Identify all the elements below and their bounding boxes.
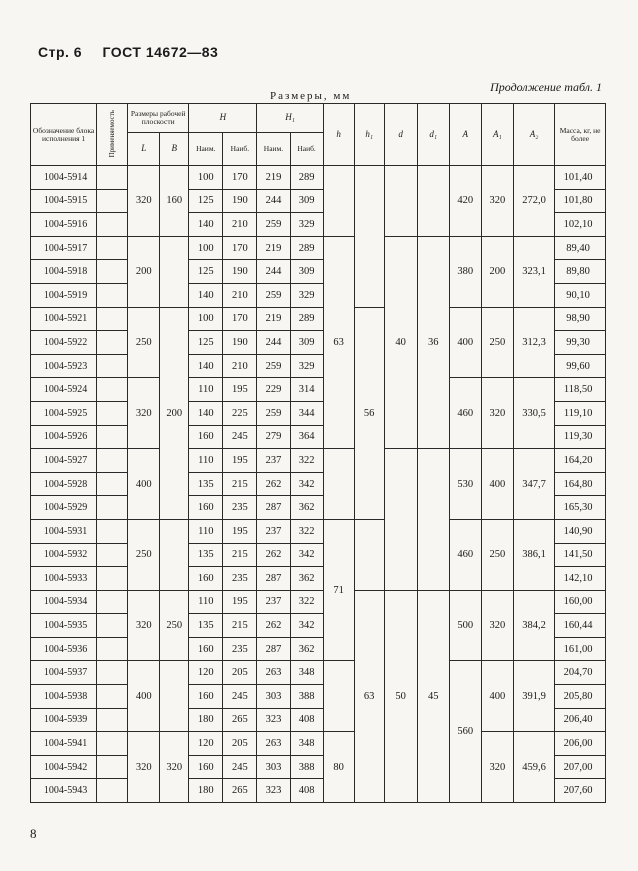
- A2-cell: 272,0: [513, 166, 554, 237]
- designation-cell: 1004-5916: [31, 213, 97, 237]
- h-cell: 71: [323, 519, 354, 661]
- dimensions-caption: Размеры, мм: [270, 90, 352, 102]
- designation-cell: 1004-5941: [31, 732, 97, 756]
- application-cell: [97, 472, 128, 496]
- application-cell: [97, 755, 128, 779]
- H-nom-cell: 125: [189, 189, 223, 213]
- col-A2: A₂: [513, 104, 554, 166]
- H-nom-cell: 125: [189, 260, 223, 284]
- L-cell: 400: [128, 661, 160, 732]
- A-cell: 530: [449, 449, 481, 520]
- specification-table: [30, 103, 606, 803]
- H1-max-cell: 329: [290, 283, 323, 307]
- designation-cell: 1004-5942: [31, 755, 97, 779]
- mass-cell: 206,00: [555, 732, 606, 756]
- H1-nom-cell: 303: [257, 755, 290, 779]
- H1-max-cell: 289: [290, 307, 323, 331]
- A1-cell: 200: [481, 236, 513, 307]
- application-cell: [97, 401, 128, 425]
- col-h: h: [323, 104, 354, 166]
- mass-cell: 160,00: [555, 590, 606, 614]
- H-nom-cell: 100: [189, 166, 223, 190]
- L-cell: 320: [128, 378, 160, 449]
- H-max-cell: 215: [223, 472, 257, 496]
- A2-cell: 391,9: [513, 661, 554, 732]
- H1-nom-cell: 263: [257, 732, 290, 756]
- d-cell: 40: [384, 236, 417, 448]
- H1-max-cell: 362: [290, 637, 323, 661]
- col-H1-nom: Наим.: [257, 133, 290, 166]
- col-application: Применяемость: [97, 104, 128, 166]
- h1-cell: [354, 519, 384, 590]
- designation-cell: 1004-5928: [31, 472, 97, 496]
- application-cell: [97, 590, 128, 614]
- h1-cell: 56: [354, 307, 384, 519]
- designation-cell: 1004-5922: [31, 331, 97, 355]
- H1-max-cell: 329: [290, 213, 323, 237]
- H-max-cell: 265: [223, 708, 257, 732]
- H1-max-cell: 309: [290, 189, 323, 213]
- application-cell: [97, 425, 128, 449]
- H1-max-cell: 342: [290, 472, 323, 496]
- application-cell: [97, 354, 128, 378]
- application-cell: [97, 189, 128, 213]
- A-cell: 500: [449, 590, 481, 661]
- H-nom-cell: 140: [189, 401, 223, 425]
- H-max-cell: 170: [223, 236, 257, 260]
- designation-cell: 1004-5921: [31, 307, 97, 331]
- application-cell: [97, 213, 128, 237]
- designation-cell: 1004-5926: [31, 425, 97, 449]
- mass-cell: 165,30: [555, 496, 606, 520]
- designation-cell: 1004-5924: [31, 378, 97, 402]
- B-cell: 160: [160, 166, 189, 237]
- H-nom-cell: 135: [189, 543, 223, 567]
- H1-max-cell: 348: [290, 661, 323, 685]
- table-row: [31, 236, 606, 260]
- designation-cell: 1004-5935: [31, 614, 97, 638]
- H-max-cell: 195: [223, 519, 257, 543]
- H-nom-cell: 100: [189, 307, 223, 331]
- application-cell: [97, 449, 128, 473]
- col-L: L: [128, 133, 160, 166]
- H-nom-cell: 110: [189, 590, 223, 614]
- h-cell: 63: [323, 236, 354, 448]
- H1-nom-cell: 219: [257, 307, 290, 331]
- application-cell: [97, 685, 128, 709]
- H-max-cell: 190: [223, 331, 257, 355]
- H-nom-cell: 140: [189, 283, 223, 307]
- H-nom-cell: 135: [189, 472, 223, 496]
- B-cell: [160, 661, 189, 732]
- B-cell: 200: [160, 307, 189, 519]
- table-row: [31, 449, 606, 473]
- H1-max-cell: 322: [290, 519, 323, 543]
- H-nom-cell: 110: [189, 449, 223, 473]
- H-nom-cell: 160: [189, 567, 223, 591]
- H-nom-cell: 110: [189, 519, 223, 543]
- table-continuation: Продолжение табл. 1: [490, 80, 602, 94]
- A1-cell: 320: [481, 166, 513, 237]
- application-cell: [97, 661, 128, 685]
- H-max-cell: 245: [223, 685, 257, 709]
- A2-cell: 384,2: [513, 590, 554, 661]
- page-header: [38, 44, 218, 60]
- application-cell: [97, 779, 128, 803]
- designation-cell: 1004-5938: [31, 685, 97, 709]
- h-cell: 80: [323, 732, 354, 803]
- H1-max-cell: 309: [290, 260, 323, 284]
- H1-max-cell: 388: [290, 755, 323, 779]
- designation-cell: 1004-5918: [31, 260, 97, 284]
- H1-nom-cell: 279: [257, 425, 290, 449]
- mass-cell: 89,80: [555, 260, 606, 284]
- B-cell: 320: [160, 732, 189, 803]
- mass-cell: 102,10: [555, 213, 606, 237]
- h-cell: [323, 166, 354, 237]
- col-H-max: Наиб.: [223, 133, 257, 166]
- designation-cell: 1004-5917: [31, 236, 97, 260]
- col-d1: d₁: [417, 104, 449, 166]
- A-cell: 460: [449, 519, 481, 590]
- H1-max-cell: 322: [290, 590, 323, 614]
- H-max-cell: 210: [223, 354, 257, 378]
- A-cell: 460: [449, 378, 481, 449]
- H1-nom-cell: 244: [257, 331, 290, 355]
- A1-cell: 320: [481, 732, 513, 803]
- mass-cell: 118,50: [555, 378, 606, 402]
- designation-cell: 1004-5923: [31, 354, 97, 378]
- H1-nom-cell: 263: [257, 661, 290, 685]
- mass-cell: 99,60: [555, 354, 606, 378]
- table-body: [31, 166, 606, 803]
- H-nom-cell: 125: [189, 331, 223, 355]
- application-cell: [97, 732, 128, 756]
- H1-max-cell: 408: [290, 779, 323, 803]
- L-cell: 320: [128, 732, 160, 803]
- H-max-cell: 235: [223, 567, 257, 591]
- col-A1: A₁: [481, 104, 513, 166]
- H1-nom-cell: 219: [257, 236, 290, 260]
- table-row: [31, 732, 606, 756]
- A2-cell: 386,1: [513, 519, 554, 590]
- H1-max-cell: 362: [290, 567, 323, 591]
- mass-cell: 207,00: [555, 755, 606, 779]
- mass-cell: 90,10: [555, 283, 606, 307]
- mass-cell: 206,40: [555, 708, 606, 732]
- H1-nom-cell: 262: [257, 543, 290, 567]
- H1-max-cell: 408: [290, 708, 323, 732]
- designation-cell: 1004-5914: [31, 166, 97, 190]
- mass-cell: 101,80: [555, 189, 606, 213]
- application-cell: [97, 543, 128, 567]
- d1-cell: 36: [417, 236, 449, 448]
- footer-page-number: 8: [30, 826, 37, 841]
- H1-nom-cell: 259: [257, 354, 290, 378]
- A1-cell: 320: [481, 590, 513, 661]
- A2-cell: 323,1: [513, 236, 554, 307]
- H-max-cell: 195: [223, 449, 257, 473]
- mass-cell: 205,80: [555, 685, 606, 709]
- application-cell: [97, 260, 128, 284]
- A-cell: 560: [449, 661, 481, 803]
- H1-max-cell: 342: [290, 543, 323, 567]
- table-row: [31, 166, 606, 190]
- H-nom-cell: 120: [189, 661, 223, 685]
- col-H1: H₁: [257, 104, 323, 133]
- mass-cell: 119,10: [555, 401, 606, 425]
- mass-cell: 207,60: [555, 779, 606, 803]
- mass-cell: 164,80: [555, 472, 606, 496]
- col-mass: Масса, кг, не более: [555, 104, 606, 166]
- page-number-label: Стр. 6: [38, 44, 83, 60]
- designation-cell: 1004-5939: [31, 708, 97, 732]
- H1-max-cell: 348: [290, 732, 323, 756]
- table-row: [31, 661, 606, 685]
- H1-nom-cell: 287: [257, 567, 290, 591]
- A-cell: 400: [449, 307, 481, 378]
- H1-max-cell: 289: [290, 166, 323, 190]
- H-max-cell: 190: [223, 260, 257, 284]
- A1-cell: 400: [481, 661, 513, 732]
- mass-cell: 141,50: [555, 543, 606, 567]
- H1-nom-cell: 323: [257, 779, 290, 803]
- H1-nom-cell: 287: [257, 496, 290, 520]
- A1-cell: 250: [481, 307, 513, 378]
- H1-nom-cell: 229: [257, 378, 290, 402]
- mass-cell: 161,00: [555, 637, 606, 661]
- designation-cell: 1004-5919: [31, 283, 97, 307]
- H1-max-cell: 362: [290, 496, 323, 520]
- H1-nom-cell: 237: [257, 519, 290, 543]
- designation-cell: 1004-5943: [31, 779, 97, 803]
- H-nom-cell: 160: [189, 496, 223, 520]
- H-max-cell: 215: [223, 614, 257, 638]
- A1-cell: 250: [481, 519, 513, 590]
- designation-cell: 1004-5929: [31, 496, 97, 520]
- d1-cell: 45: [417, 590, 449, 802]
- H-nom-cell: 160: [189, 755, 223, 779]
- A2-cell: 459,6: [513, 732, 554, 803]
- H-max-cell: 190: [223, 189, 257, 213]
- designation-cell: 1004-5933: [31, 567, 97, 591]
- application-cell: [97, 708, 128, 732]
- application-cell: [97, 331, 128, 355]
- designation-cell: 1004-5915: [31, 189, 97, 213]
- H1-nom-cell: 303: [257, 685, 290, 709]
- H1-nom-cell: 262: [257, 614, 290, 638]
- H-nom-cell: 110: [189, 378, 223, 402]
- H1-nom-cell: 259: [257, 401, 290, 425]
- L-cell: 200: [128, 236, 160, 307]
- H1-nom-cell: 259: [257, 213, 290, 237]
- mass-cell: 204,70: [555, 661, 606, 685]
- H1-max-cell: 344: [290, 401, 323, 425]
- H1-max-cell: 309: [290, 331, 323, 355]
- H-max-cell: 205: [223, 661, 257, 685]
- mass-cell: 119,30: [555, 425, 606, 449]
- H-nom-cell: 140: [189, 354, 223, 378]
- H-max-cell: 210: [223, 283, 257, 307]
- col-working-plane: Размеры рабочей плоскости: [128, 104, 189, 133]
- L-cell: 250: [128, 519, 160, 590]
- H-max-cell: 170: [223, 166, 257, 190]
- H-nom-cell: 160: [189, 685, 223, 709]
- H-nom-cell: 120: [189, 732, 223, 756]
- A2-cell: 347,7: [513, 449, 554, 520]
- L-cell: 320: [128, 590, 160, 661]
- col-A: A: [449, 104, 481, 166]
- H1-nom-cell: 237: [257, 590, 290, 614]
- col-h1: h₁: [354, 104, 384, 166]
- mass-cell: 164,20: [555, 449, 606, 473]
- A2-cell: 312,3: [513, 307, 554, 378]
- L-cell: 250: [128, 307, 160, 378]
- mass-cell: 101,40: [555, 166, 606, 190]
- H-nom-cell: 160: [189, 425, 223, 449]
- designation-cell: 1004-5937: [31, 661, 97, 685]
- H1-nom-cell: 262: [257, 472, 290, 496]
- designation-cell: 1004-5931: [31, 519, 97, 543]
- H-nom-cell: 100: [189, 236, 223, 260]
- H-max-cell: 170: [223, 307, 257, 331]
- H1-nom-cell: 244: [257, 189, 290, 213]
- H1-nom-cell: 259: [257, 283, 290, 307]
- d-cell: [384, 166, 417, 237]
- A-cell: 420: [449, 166, 481, 237]
- col-d: d: [384, 104, 417, 166]
- H-nom-cell: 135: [189, 614, 223, 638]
- designation-cell: 1004-5936: [31, 637, 97, 661]
- H-nom-cell: 180: [189, 779, 223, 803]
- designation-cell: 1004-5927: [31, 449, 97, 473]
- col-designation: Обозначение блока исполнения 1: [31, 104, 97, 166]
- designation-cell: 1004-5925: [31, 401, 97, 425]
- H-max-cell: 205: [223, 732, 257, 756]
- application-cell: [97, 307, 128, 331]
- table-row: [31, 590, 606, 614]
- standard-code: ГОСТ 14672—83: [102, 44, 219, 60]
- h-cell: [323, 661, 354, 732]
- H-max-cell: 195: [223, 590, 257, 614]
- mass-cell: 89,40: [555, 236, 606, 260]
- table-row: [31, 378, 606, 402]
- H1-max-cell: 289: [290, 236, 323, 260]
- B-cell: [160, 519, 189, 590]
- H1-max-cell: 388: [290, 685, 323, 709]
- application-cell: [97, 614, 128, 638]
- A1-cell: 320: [481, 378, 513, 449]
- H1-nom-cell: 237: [257, 449, 290, 473]
- H-nom-cell: 160: [189, 637, 223, 661]
- A2-cell: 330,5: [513, 378, 554, 449]
- application-cell: [97, 283, 128, 307]
- H-max-cell: 235: [223, 637, 257, 661]
- col-H: H: [189, 104, 257, 133]
- H-max-cell: 265: [223, 779, 257, 803]
- H1-nom-cell: 219: [257, 166, 290, 190]
- H1-max-cell: 329: [290, 354, 323, 378]
- L-cell: 320: [128, 166, 160, 237]
- col-H1-max: Наиб.: [290, 133, 323, 166]
- d-cell: 50: [384, 590, 417, 802]
- H-nom-cell: 180: [189, 708, 223, 732]
- H-max-cell: 215: [223, 543, 257, 567]
- H-max-cell: 245: [223, 755, 257, 779]
- mass-cell: 160,44: [555, 614, 606, 638]
- H-nom-cell: 140: [189, 213, 223, 237]
- d1-cell: [417, 449, 449, 591]
- L-cell: 400: [128, 449, 160, 520]
- h1-cell: [354, 166, 384, 308]
- B-cell: [160, 236, 189, 307]
- d1-cell: [417, 166, 449, 237]
- mass-cell: 98,90: [555, 307, 606, 331]
- H1-nom-cell: 244: [257, 260, 290, 284]
- H1-nom-cell: 287: [257, 637, 290, 661]
- H1-nom-cell: 323: [257, 708, 290, 732]
- designation-cell: 1004-5934: [31, 590, 97, 614]
- mass-cell: 142,10: [555, 567, 606, 591]
- H1-max-cell: 314: [290, 378, 323, 402]
- H1-max-cell: 342: [290, 614, 323, 638]
- H-max-cell: 235: [223, 496, 257, 520]
- A-cell: 380: [449, 236, 481, 307]
- h1-cell: 63: [354, 590, 384, 802]
- designation-cell: 1004-5932: [31, 543, 97, 567]
- application-cell: [97, 378, 128, 402]
- H1-max-cell: 322: [290, 449, 323, 473]
- application-cell: [97, 637, 128, 661]
- col-H-nom: Наим.: [189, 133, 223, 166]
- col-B: B: [160, 133, 189, 166]
- application-cell: [97, 496, 128, 520]
- H-max-cell: 225: [223, 401, 257, 425]
- A1-cell: 400: [481, 449, 513, 520]
- table-row: [31, 307, 606, 331]
- H-max-cell: 210: [223, 213, 257, 237]
- mass-cell: 99,30: [555, 331, 606, 355]
- H-max-cell: 245: [223, 425, 257, 449]
- d-cell: [384, 449, 417, 591]
- table-row: [31, 519, 606, 543]
- B-cell: 250: [160, 590, 189, 661]
- application-cell: [97, 166, 128, 190]
- h-cell: [323, 449, 354, 520]
- application-cell: [97, 236, 128, 260]
- H-max-cell: 195: [223, 378, 257, 402]
- application-cell: [97, 519, 128, 543]
- H1-max-cell: 364: [290, 425, 323, 449]
- mass-cell: 140,90: [555, 519, 606, 543]
- application-cell: [97, 567, 128, 591]
